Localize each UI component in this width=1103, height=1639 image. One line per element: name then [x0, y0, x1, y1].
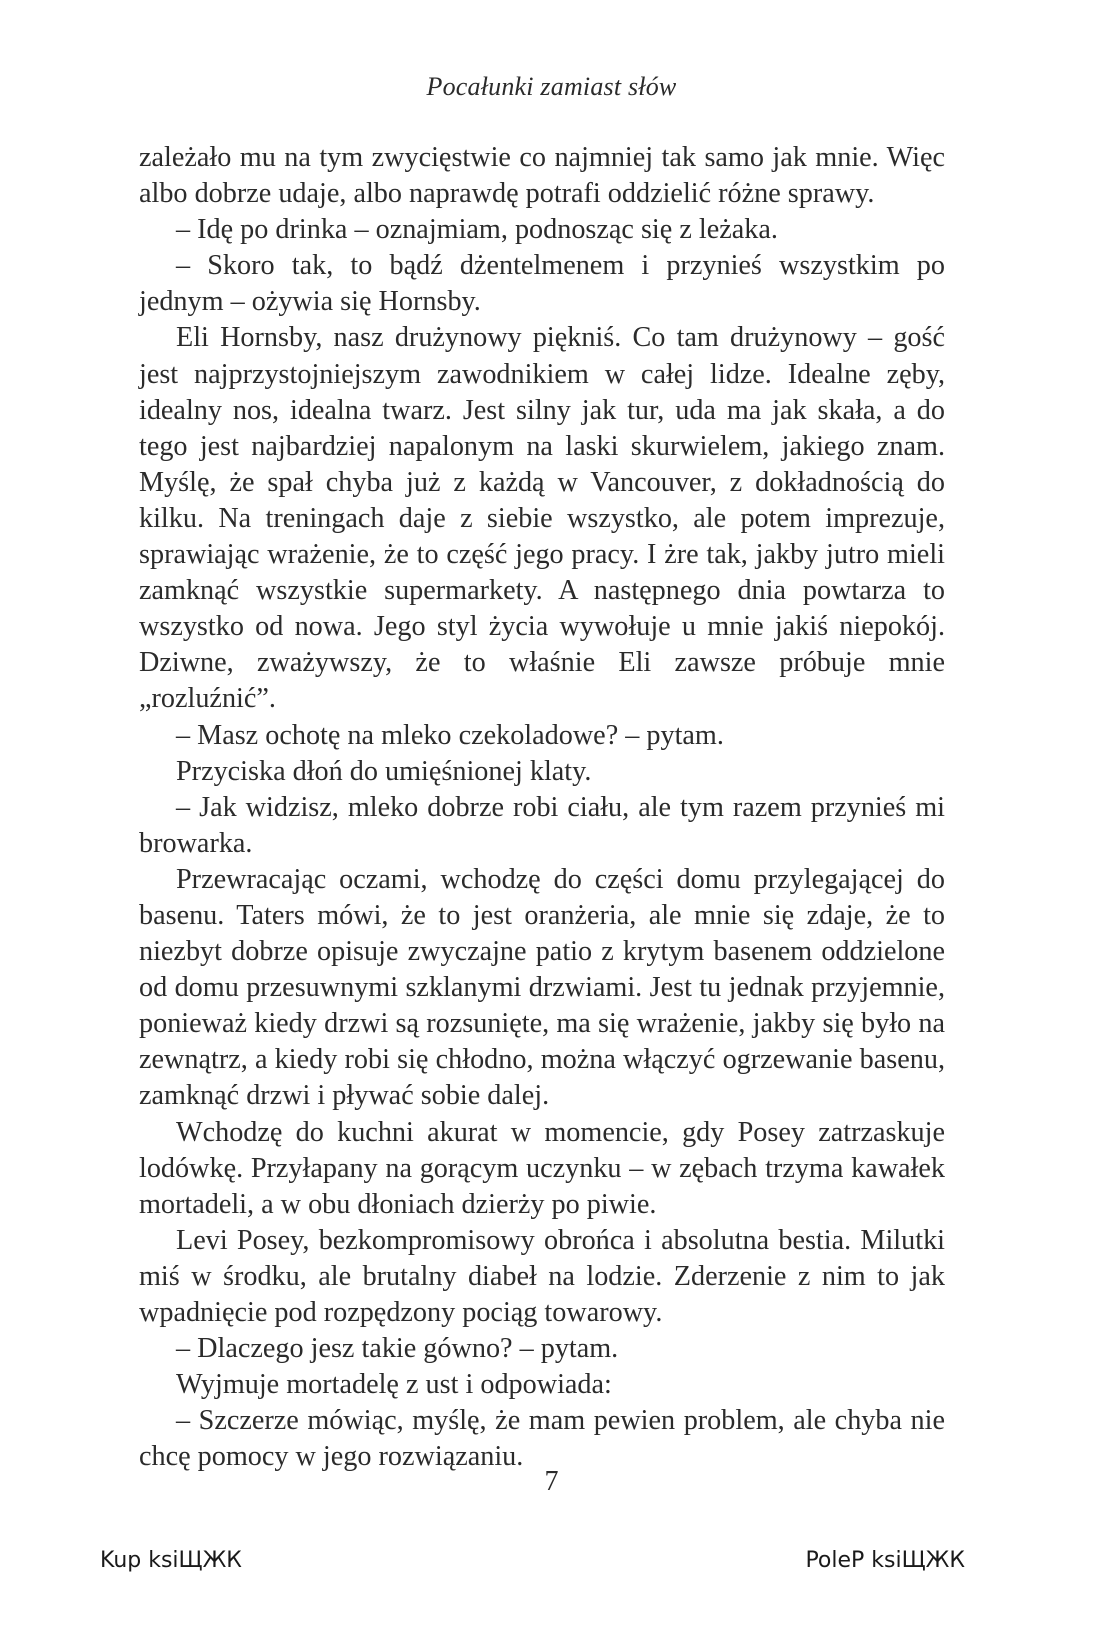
body-text	[139, 140, 945, 1475]
paragraph: Eli Hornsby, nasz drużynowy piękniś. Co tam drużynowy – gość jest najprzystojniejszym zawodnikiem w całej lidze. Idealne zęby, idealny nos, idealna twarz. Jest silny jak tur, uda ma jak skała, a do tego jest najbardziej napalonym na laski skurwielem, jakiego znam. Myślę, że spał chyba już z każdą w Vancouver, z dokładnością do kilku. Na treningach daje z siebie wszystko, ale potem imprezuje, sprawiając wrażenie, że to część jego pracy. I żre tak, jakby jutro mieli zamknąć wszystkie supermarkety. A następnego dnia powtarza to wszystko od nowa. Jego styl życia wywołuje u mnie jakiś niepokój. Dziwne, zważywszy, że to właśnie Eli zawsze próbuje mnie „rozluźnić”.	[139, 322, 945, 715]
paragraph: Wchodzę do kuchni akurat w momencie, gdy Posey zatrzaskuje lodówkę. Przyłapany na gorącym uczynku – w zębach trzyma kawałek mortadeli, a w obu dłoniach dzierży po piwie.	[139, 1116, 945, 1220]
paragraph: – Jak widzisz, mleko dobrze robi ciału, ale tym razem przynieś mi browarka.	[139, 791, 945, 859]
paragraph: – Dlaczego jesz takie gówno? – pytam.	[176, 1333, 619, 1365]
running-title: Pocałunki zamiast słów	[426, 72, 677, 101]
paragraph: – Skoro tak, to bądź dżentelmenem i przynieś wszystkim po jednym – ożywia się Hornsby.	[139, 250, 945, 318]
paragraph: Levi Posey, bezkompromisowy obrońca i absolutna bestia. Milutki miś w środku, ale brutalny diabeł na lodzie. Zderzenie z nim to jak wpadnięcie pod rozpędzony pociąg towarowy.	[139, 1224, 945, 1328]
paragraph: – Szczerze mówiąc, myślę, że mam pewien problem, ale chyba nie chcę pomocy w jego rozwiązaniu.	[139, 1405, 945, 1473]
recommend-book-link[interactable]: PoleР ksiЩЖК	[805, 1548, 965, 1573]
page-number: 7	[544, 1466, 559, 1497]
paragraph: zależało mu na tym zwycięstwie co najmniej tak samo jak mnie. Więc albo dobrze udaje, albo naprawdę potrafi oddzielić różne sprawy.	[139, 142, 945, 210]
buy-book-link[interactable]: Kup ksiЩЖК	[100, 1548, 242, 1573]
paragraph: – Idę po drinka – oznajmiam, podnosząc się z leżaka.	[176, 214, 778, 246]
paragraph: Przyciska dłoń do umięśnionej klaty.	[176, 755, 592, 787]
paragraph: Przewracając oczami, wchodzę do części domu przylegającej do basenu. Taters mówi, że to jest oranżeria, ale mnie się zdaje, że to niezbyt dobrze opisuje zwyczajne patio z krytym basenem oddzielone od domu przesuwnymi szklanymi drzwiami. Jest tu jednak przyjemnie, ponieważ kiedy drzwi są rozsunięte, ma się wrażenie, jakby się było na zewnątrz, a kiedy robi się chłodno, można włączyć ogrzewanie basenu, zamknąć drzwi i pływać sobie dalej.	[139, 863, 945, 1112]
paragraph: Wyjmuje mortadelę z ust i odpowiada:	[176, 1369, 612, 1401]
paragraph: – Masz ochotę na mleko czekoladowe? – pytam.	[176, 719, 724, 751]
